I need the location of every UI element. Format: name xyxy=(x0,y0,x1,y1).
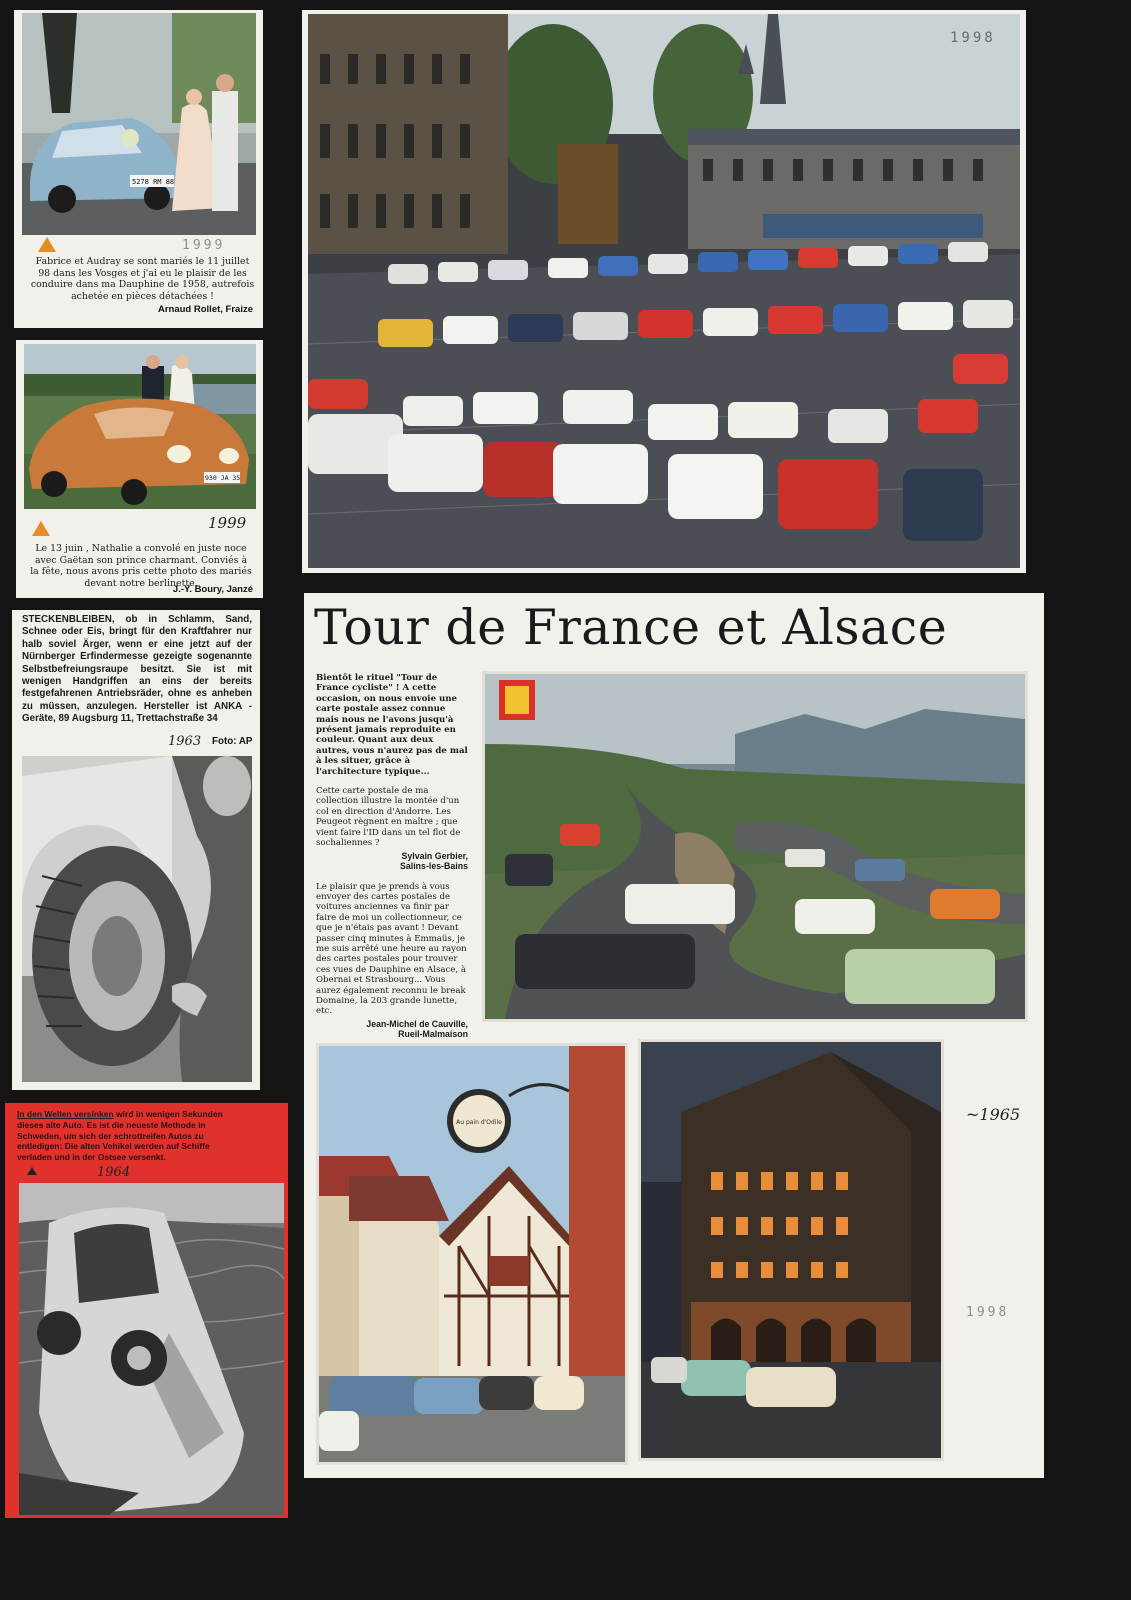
article-lead: Bientôt le rituel "Tour de France cycliste" ! A cette occasion, on nous envoie une carte postale assez connue mais nous ne l'avons jusqu'à présent jamais reproduite en couleur. Quant aux deux autres, vous n'aurez pas de mal à les situer, grâce à l'architecture typique... xyxy=(316,673,468,777)
year-handwritten: 1963 xyxy=(168,734,202,749)
clip-tour-de-france-article xyxy=(304,593,1044,1478)
clip-german-chains xyxy=(12,610,260,1090)
year-handwritten: ~1965 xyxy=(966,1105,1021,1124)
orange-triangle-icon xyxy=(38,237,56,252)
german-article-text: STECKENBLEIBEN, ob in Schlamm, Sand, Schnee oder Eis, bringt für den Kraftfahrer nur halb soviel Ärger, wenn er eine jetzt auf der Nürnberger Erfindermesse gezeigte sogenannte Selbstbefreiungsraupe besitzt. Sie ist mit wenigen Handgriffen an eins der bereits festgefahrenen Antriebsräder, ohne es anheben zu müssen, anzulegen. Hersteller ist ANKA - Geräte, 89 Augsburg 11, Trettachstraße 34 xyxy=(22,614,252,725)
rally-square-photo xyxy=(308,14,1020,568)
wedding-dauphine-photo xyxy=(22,13,256,235)
year-handwritten: 1964 xyxy=(97,1165,131,1180)
body-text: wird in wenigen Sekunden dieses alte Auto. Es ist die neueste Methode in Schweden, um sich der schrottreifen Autos zu entledigen: Die alten Vehikel werden auf Schiffe verladen und in der Ostsee versenkt. xyxy=(17,1109,223,1163)
article-text-column xyxy=(316,673,468,1050)
credit: Arnaud Rollet, Fraize xyxy=(157,304,253,315)
signature-1-place: Salins-les-Bains xyxy=(400,861,468,871)
article-paragraph-2: Le plaisir que je prends à vous envoyer des cartes postales de voitures anciennes va finir par faire de moi un collectionneur, ce que je n'étais pas avant ! Devant passer cinq minutes à Emmaüs, je me suis arrêté une heure au rayon des cartes postales pour trouver ces vues de Dauphine en Alsace, à Obernai et Strasbourg... Vous aurez également reconnu le break Domaine, la 203 grande lunette, etc. xyxy=(316,881,467,1017)
signature-1-name: Sylvain Gerbier, xyxy=(401,850,468,861)
signature-1 xyxy=(316,851,468,872)
sinking-car-text xyxy=(17,1109,239,1163)
snow-chain-photo xyxy=(22,756,252,1082)
obernai-postcard xyxy=(316,1043,628,1465)
strasbourg-maison-kammerzell-postcard xyxy=(638,1039,944,1461)
year-handwritten: 1999 xyxy=(208,514,247,532)
sinking-car-photo xyxy=(19,1183,284,1515)
dauphine-plate: 5278 RM 88 xyxy=(132,178,175,186)
year-stamp: 1998 xyxy=(950,30,996,46)
black-triangle-icon xyxy=(27,1167,37,1175)
signature-2-place: Rueil-Malmaison xyxy=(398,1029,468,1040)
credit: J.-Y. Boury, Janzé xyxy=(172,584,253,595)
caption: Fabrice et Audray se sont mariés le 11 juillet 98 dans les Vosges et j'ai eu le plaisir de les conduire dans ma Dauphine de 1958, autrefois achetée en pièces détachées ! xyxy=(30,256,255,302)
headline: In den Wellen versinken xyxy=(17,1109,114,1119)
signature-2-name: Jean-Michel de Cauville, xyxy=(366,1018,468,1029)
clip-rally-square xyxy=(302,10,1026,573)
alpine-plate: 930 JA 35 xyxy=(205,474,241,482)
year-stamp: 1999 xyxy=(182,238,226,253)
clip-wedding-dauphine xyxy=(14,10,263,328)
article-paragraph-1: Cette carte postale de ma collection illustre la montée d'un col en direction d'Andorre. Les Peugeot règnent en maître ; que vient faire l'ID dans un tel flot de sochaliennes ? xyxy=(316,786,461,849)
bakery-sign-text: Au pain d'Odile xyxy=(456,1119,502,1126)
andorra-col-postcard xyxy=(482,671,1028,1022)
article-title: Tour de France et Alsace xyxy=(314,599,948,656)
clip-sinking-car xyxy=(5,1103,288,1518)
photo-credit: Foto: AP xyxy=(212,736,253,747)
year-stamp: 1998 xyxy=(966,1305,1010,1320)
signature-2 xyxy=(316,1019,468,1040)
clip-wedding-alpine xyxy=(16,340,263,598)
orange-triangle-icon xyxy=(32,521,50,536)
wedding-alpine-photo xyxy=(24,344,256,509)
caption: Le 13 juin , Nathalie a convolé en juste noce avec Gaëtan son prince charmant. Conviés à la fête, nous avons pris cette photo des mariés devant notre berlinette. xyxy=(30,543,252,589)
